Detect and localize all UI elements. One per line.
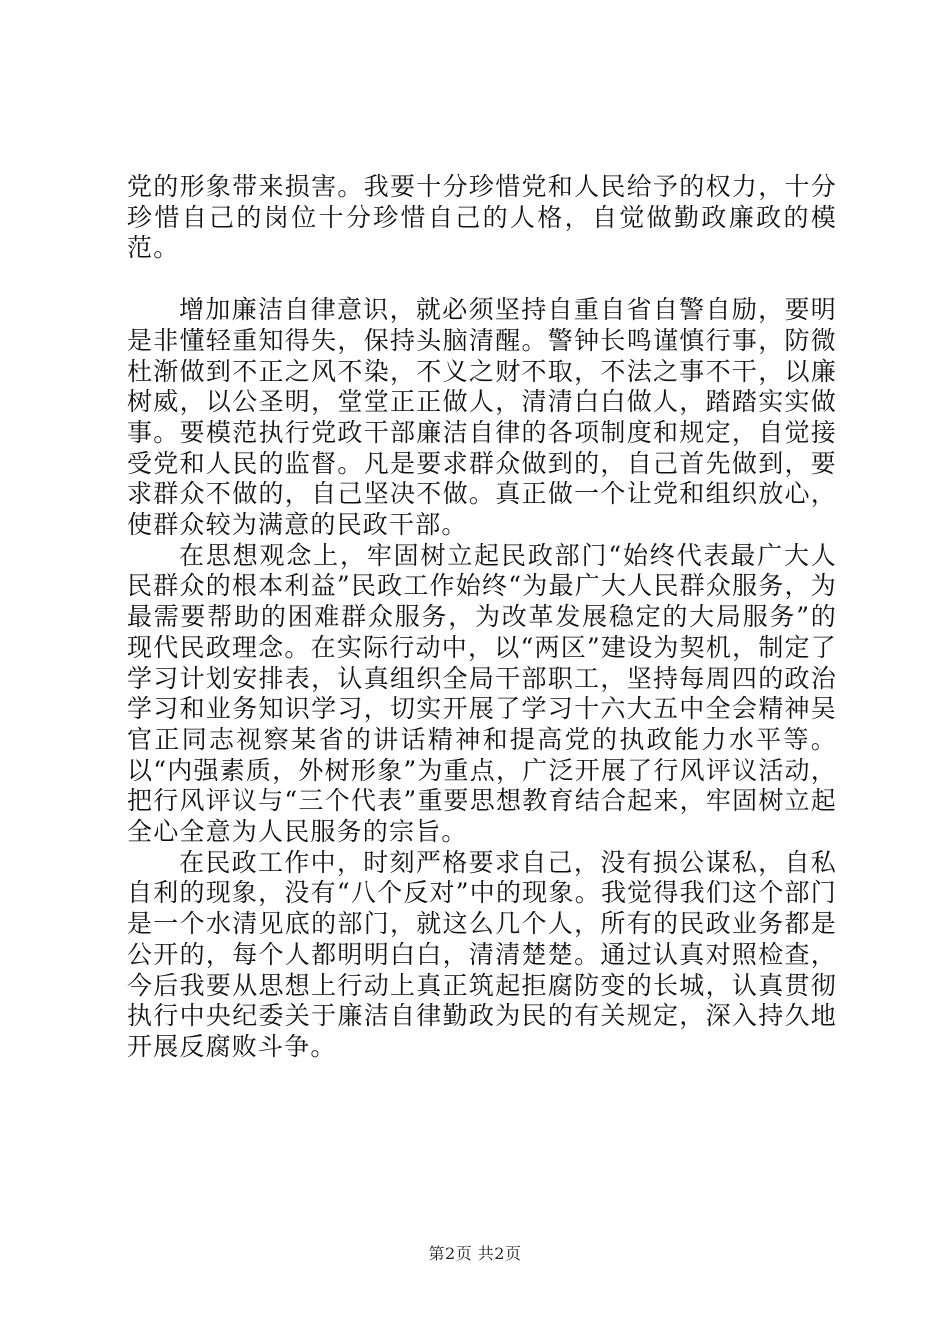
document-body <box>127 172 837 1063</box>
page-footer: 第2页 共2页 <box>428 1244 522 1263</box>
paragraph-continuation: 党的形象带来损害。我要十分珍惜党和人民给予的权力，十分珍惜自己的岗位十分珍惜自己的人格，自觉做勤政廉政的模范。 <box>127 172 837 263</box>
paragraph-ideology: 在思想观念上，牢固树立起民政部门“始终代表最广大人民群众的根本利益”民政工作始终“为最广大人民群众服务，为最需要帮助的困难群众服务，为改革发展稳定的大局服务”的现代民政理念。在实际行动中，以“两区”建设为契机，制定了学习计划安排表，认真组织全局干部职工，坚持每周四的政治学习和业务知识学习，切实开展了学习十六大五中全会精神吴官正同志视察某省的讲话精神和提高党的执政能力水平等。以“内强素质，外树形象”为重点，广泛开展了行风评议活动，把行风评议与“三个代表”重要思想教育结合起来，牢固树立起全心全意为人民服务的宗旨。 <box>127 540 837 847</box>
paragraph-self-discipline: 增加廉洁自律意识，就必须坚持自重自省自警自励，要明是非懂轻重知得失，保持头脑清醒。警钟长鸣谨慎行事，防微杜渐做到不正之风不染，不义之财不取，不法之事不干，以廉树威，以公圣明，堂堂正正做人，清清白白做人，踏踏实实做事。要模范执行党政干部廉洁自律的各项制度和规定，自觉接受党和人民的监督。凡是要求群众做到的，自己首先做到，要求群众不做的，自己坚决不做。真正做一个让党和组织放心，使群众较为满意的民政干部。 <box>127 295 837 540</box>
paragraph-civil-affairs-work: 在民政工作中，时刻严格要求自己，没有损公谋私，自私自利的现象，没有“八个反对”中的现象。我觉得我们这个部门是一个水清见底的部门，就这么几个人，所有的民政业务都是公开的，每个人都明明白白，清清楚楚。通过认真对照检查，今后我要从思想上行动上真正筑起拒腐防变的长城，认真贯彻执行中央纪委关于廉洁自律勤政为民的有关规定，深入持久地开展反腐败斗争。 <box>127 847 837 1061</box>
